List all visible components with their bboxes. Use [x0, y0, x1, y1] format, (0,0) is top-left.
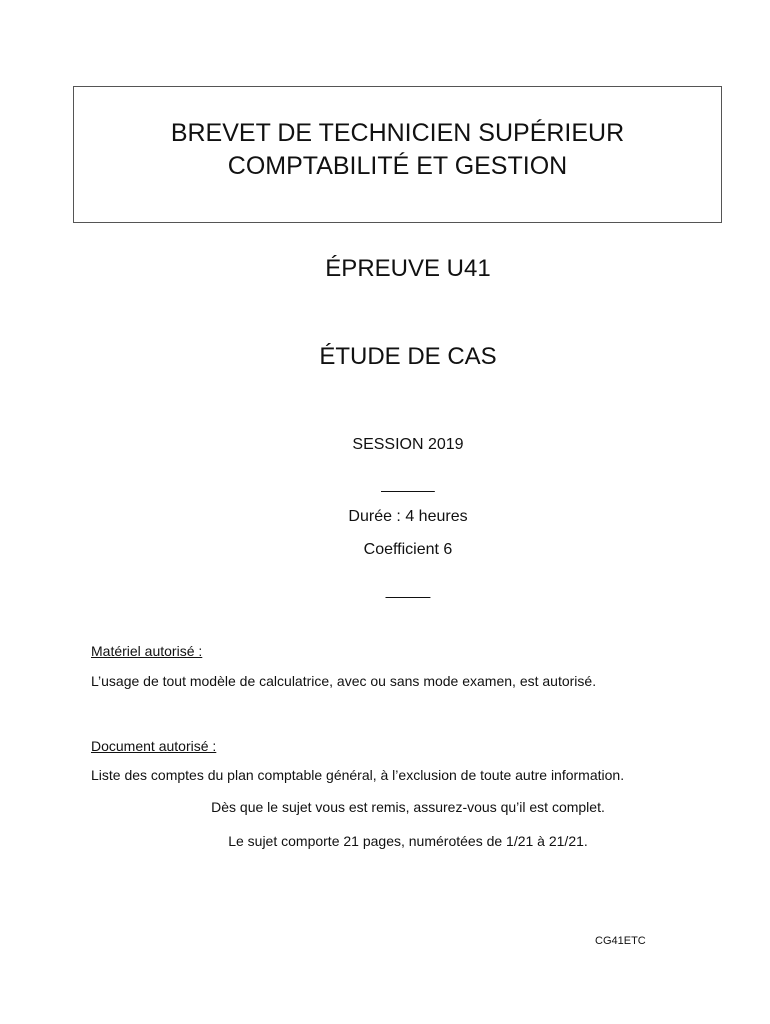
diploma-specialty: COMPTABILITÉ ET GESTION: [227, 152, 568, 180]
title-box: [73, 86, 722, 223]
exam-coefficient: Coefficient 6: [363, 541, 453, 558]
exam-type: ÉTUDE DE CAS: [319, 343, 497, 370]
materiel-label: Matériel autorisé :: [91, 643, 203, 659]
page-count-notice: Le sujet comporte 21 pages, numérotées de 1/21 à 21/21.: [228, 833, 588, 849]
exam-duration: Durée : 4 heures: [348, 508, 468, 525]
subject-code: CG41ETC: [595, 935, 646, 947]
separator-line: _____: [385, 582, 431, 599]
separator-line: ______: [381, 476, 435, 493]
completeness-notice: Dès que le sujet vous est remis, assurez-vous qu’il est complet.: [211, 799, 605, 815]
exam-session: SESSION 2019: [352, 436, 464, 453]
document-text: Liste des comptes du plan comptable général, à l’exclusion de toute autre information.: [91, 767, 625, 783]
exam-code: ÉPREUVE U41: [325, 255, 491, 282]
materiel-text: L’usage de tout modèle de calculatrice, avec ou sans mode examen, est autorisé.: [91, 673, 597, 689]
document-label: Document autorisé :: [91, 738, 217, 754]
diploma-title: BREVET DE TECHNICIEN SUPÉRIEUR: [170, 119, 625, 147]
